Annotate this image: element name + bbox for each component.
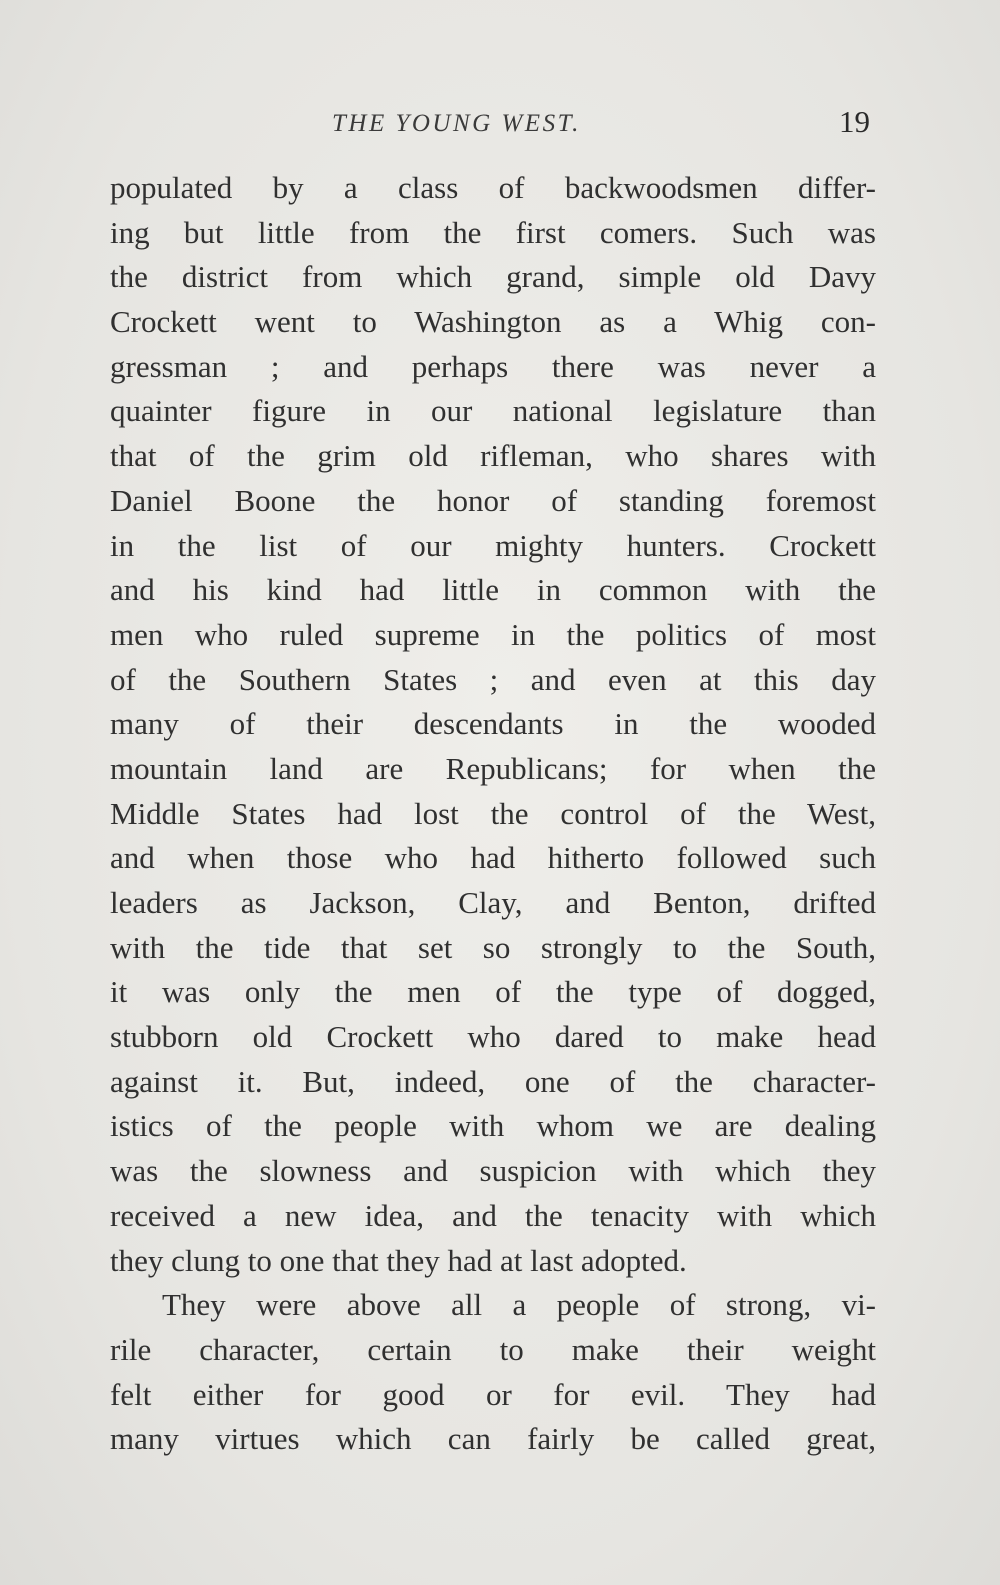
text-line: Crockett went to Washington as a Whig con- bbox=[110, 304, 876, 340]
text-line: leaders as Jackson, Clay, and Benton, drifted bbox=[110, 885, 876, 920]
paragraph-first-line: They were above all a people of strong, vi- bbox=[162, 1287, 876, 1323]
body-text bbox=[110, 166, 876, 1462]
text-line: gressman ; and perhaps there was never a bbox=[110, 348, 876, 384]
text-line: istics of the people with whom we are dealing bbox=[110, 1108, 876, 1144]
text-line: stubborn old Crockett who dared to make head bbox=[110, 1019, 876, 1055]
text-line: was the slowness and suspicion with which they bbox=[110, 1153, 876, 1189]
text-line: ing but little from the first comers. Such was bbox=[110, 214, 876, 250]
paragraph-end-line: they clung to one that they had at last adopted. bbox=[110, 1242, 687, 1278]
text-line: populated by a class of backwoodsmen differ- bbox=[110, 170, 876, 205]
text-line: with the tide that set so strongly to the South, bbox=[110, 929, 876, 965]
page-number: 19 bbox=[839, 104, 870, 139]
text-line: felt either for good or for evil. They had bbox=[110, 1376, 876, 1412]
text-line: of the Southern States ; and even at this day bbox=[110, 661, 876, 697]
text-line: it was only the men of the type of dogged, bbox=[110, 974, 876, 1010]
text-line: many virtues which can fairly be called great, bbox=[110, 1421, 876, 1457]
text-line: men who ruled supreme in the politics of most bbox=[110, 616, 876, 652]
text-line: in the list of our mighty hunters. Crockett bbox=[110, 527, 876, 563]
text-line: that of the grim old rifleman, who shares with bbox=[110, 438, 876, 474]
text-line: Daniel Boone the honor of standing foremost bbox=[110, 482, 876, 518]
text-line: rile character, certain to make their weight bbox=[110, 1331, 876, 1367]
text-line: quainter figure in our national legislature than bbox=[110, 393, 876, 429]
text-line: mountain land are Republicans; for when the bbox=[110, 750, 876, 786]
text-line: and his kind had little in common with the bbox=[110, 572, 876, 608]
text-line: Middle States had lost the control of the West, bbox=[110, 795, 876, 831]
running-title: THE YOUNG WEST. bbox=[332, 110, 581, 137]
text-line: against it. But, indeed, one of the character- bbox=[110, 1063, 876, 1099]
text-line: and when those who had hitherto followed such bbox=[110, 840, 876, 876]
text-line: received a new idea, and the tenacity with which bbox=[110, 1197, 876, 1233]
text-line: the district from which grand, simple old Davy bbox=[110, 259, 876, 295]
running-head bbox=[110, 104, 870, 144]
text-line: many of their descendants in the wooded bbox=[110, 706, 876, 742]
